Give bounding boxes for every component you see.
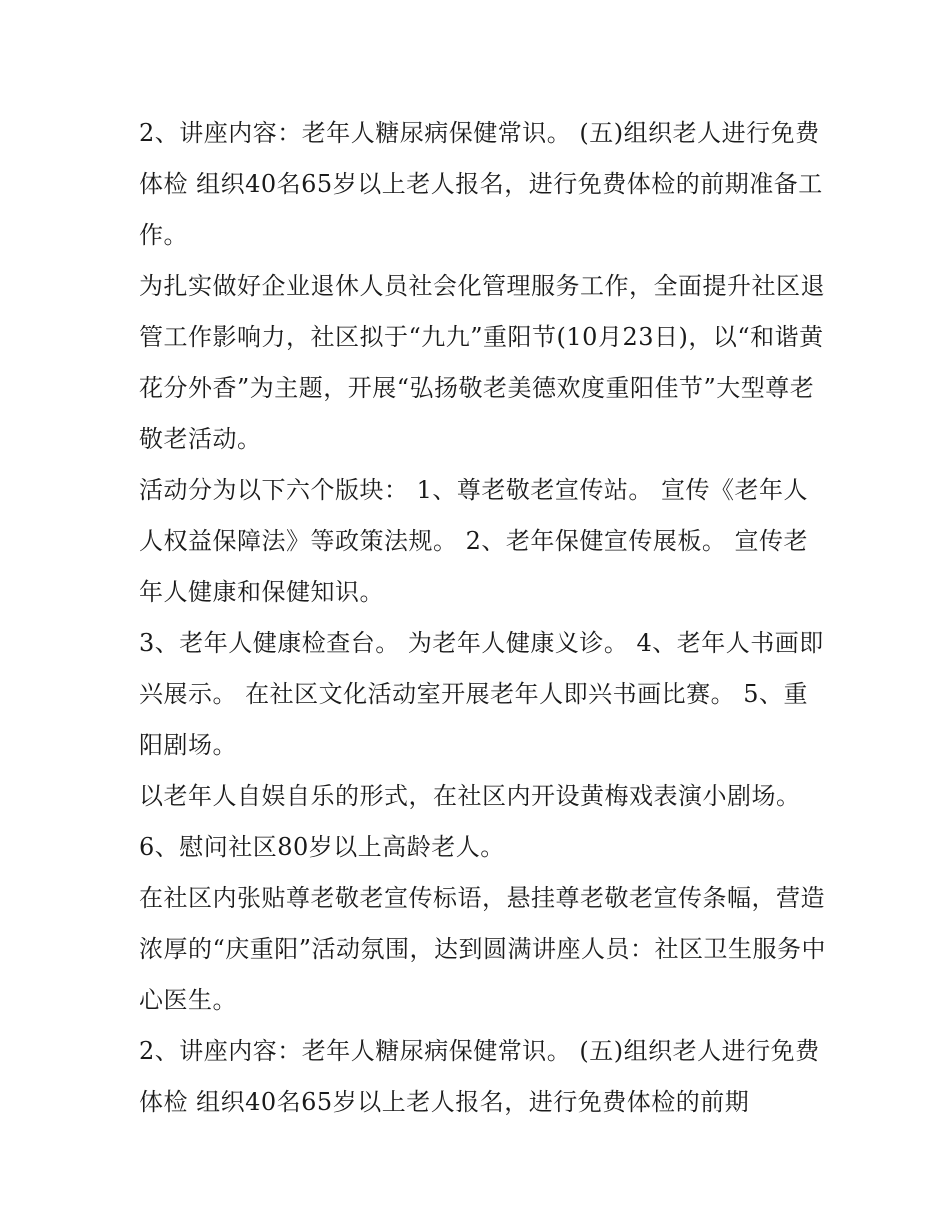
paragraph-lecture-content: 2、讲座内容：老年人糖尿病保健常识。 (五)组织老人进行免费体检 组织40名65岁以上老人报名，进行免费体检的前期准备工作。 — [139, 119, 823, 249]
paragraph-theatre: 以老年人自娱自乐的形式，在社区内开设黄梅戏表演小剧场。 — [139, 782, 801, 810]
paragraph-atmosphere: 在社区内张贴尊老敬老宣传标语，悬挂尊老敬老宣传条幅，营造浓厚的“庆重阳”活动氛围，达到圆满讲座人员：社区卫生服务中心医生。 — [139, 884, 827, 1014]
document-body — [139, 108, 829, 1128]
paragraph-health-check: 3、老年人健康检查台。 为老年人健康义诊。 4、老年人书画即兴展示。 在社区文化活动室开展老年人即兴书画比赛。 5、重阳剧场。 — [139, 629, 824, 759]
paragraph-activity-sections: 活动分为以下六个版块： 1、尊老敬老宣传站。 宣传《老年人人权益保障法》等政策法规。 2、老年保健宣传展板。 宣传老年人健康和保健知识。 — [139, 476, 809, 606]
paragraph-visit-elderly: 6、慰问社区80岁以上高龄老人。 — [139, 833, 505, 861]
paragraph-lecture-content-repeat: 2、讲座内容：老年人糖尿病保健常识。 (五)组织老人进行免费体检 组织40名65岁以上老人报名，进行免费体检的前期 — [139, 1037, 820, 1116]
paragraph-activity-intro: 为扎实做好企业退休人员社会化管理服务工作，全面提升社区退管工作影响力，社区拟于“九九”重阳节(10月23日)，以“和谐黄花分外香”为主题，开展“弘扬敬老美德欢度重阳佳节”大型尊老敬老活动。 — [139, 272, 825, 453]
